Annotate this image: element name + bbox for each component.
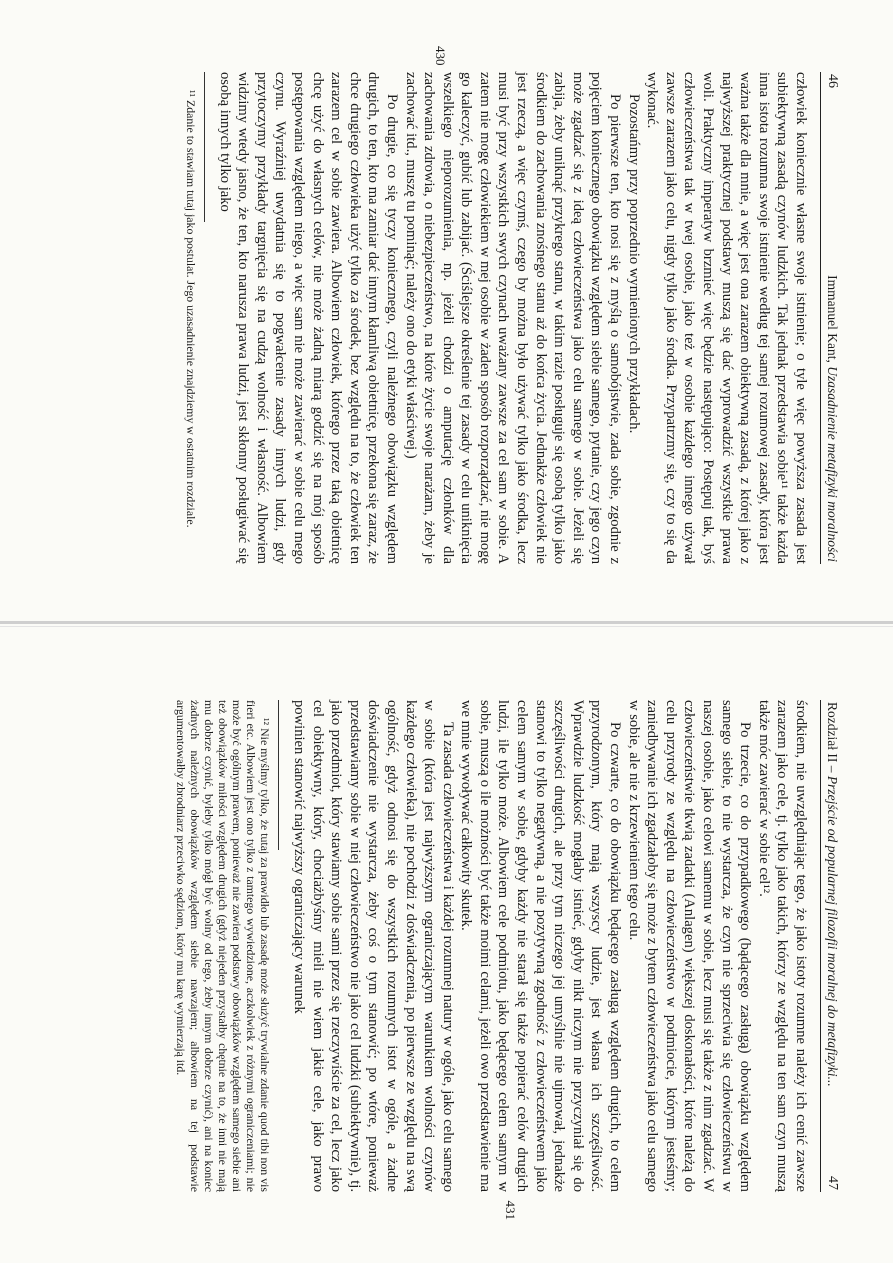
- paragraph: Po drugie, co się tyczy koniecznego, czyli należnego obowiązku względem drugich, to ten, kto ma zamiar dać innym kłamliwą obietnicę, przekona się zaraz, że chce drugiego człowieka użyć tylko za środek, bez względu na to, że człowiek ten zarazem cel w sobie zawiera. Albowiem człowiek, którego przez taką obietnicę chcę użyć do własnych celów, nie może żadną miarą godzić się na mój sposób postępowania względem niego, a więc sam nie może zawierać w sobie celu mego czynu. Wyraźniej uwydatnia się to pogwałcenie zasady innych ludzi, gdy przytoczymy przykłady targnięcia się na cudzą wolność i własność. Albowiem widzimy wtedy jasno, że ten, kto narusza prawa ludzi, jest skłonny posługiwać się osobą innych tylko jako: [216, 72, 400, 564]
- body-text: [215, 72, 810, 564]
- page-number: 47: [825, 1176, 840, 1190]
- page-number: 46: [825, 74, 840, 88]
- footnote-rule: [278, 700, 279, 850]
- running-title-chapter: Rozdział II –: [825, 702, 840, 776]
- paragraph: środkiem, nie uwzględniając tego, że jako istoty rozumne należy ich cenić zawsze zarazem jako cele, tj. tylko jako takich, którzy ze względu na ten sam czyn muszą także móc zawierać w sobie cel¹².: [755, 700, 809, 1192]
- paragraph: Po trzecie, co do przypadkowego (bądącego zasługą) obowiązku względem samego siebie, to nie wystarcza, że czyn nie sprzeciwia się człowieczeństwu w naszej osobie, jako celowi samemu w sobie, lecz musi się także z nim zgadzać. W człowieczeństwie tkwią zadatki (Anlagen) większej doskonałości, które należą do celu przyrody ze względu na człowieczeństwo w podmiocie, którym jesteśmy; zaniedbywanie ich zgadzałoby się może z bytem człowieczeństwa jako celu samego w sobie, ale nie z krzewieniem tego celu.: [625, 700, 754, 1192]
- paragraph: Po pierwsze ten, kto nosi się z myślą o samobójstwie, zada sobie, zgodnie z pojęciem koniecznego obowiązku względem siebie samego, pytanie, czy jego czyn może zgadzać się z ideą człowieczeństwa jako celu samego w sobie. Jeżeli się zabija, żeby uniknąć przykrego stanu, w takim razie posługuje się osobą tylko jako środkiem do zachowania znośnego stanu aż do końca życia. Jednakże człowiek nie jest rzeczą, a więc czymś, czego by można było używać tylko jako środka, lecz musi być przy wszystkich swych czynach uważany zawsze za cel sam w sobie. A zatem nie mogę człowiekiem w mej osobie w żaden sposób rozporządzać, nie mogę go kaleczyć, gubić lub zabijać. (Ściślejsze określenie tej zasady w celu uniknięcia wszelkiego nieporozumienia, np. jeżeli chodzi o amputację członków dla zachowania zdrowia, o niebezpieczeństwo, na które życie swoje narażam, żeby je zachować itd., muszę tu pominąć; należy ono do etyki właściwej.): [402, 72, 624, 564]
- paragraph: Pozostańmy przy poprzednio wymienionych przykładach.: [625, 94, 642, 434]
- page-46: [28, 38, 868, 598]
- running-title-work: Przejście od popularnej filozofii moralnej do metafizyki...: [825, 775, 840, 1087]
- running-title: [824, 702, 840, 1087]
- running-title-author: Immanuel Kant,: [825, 275, 840, 367]
- page-47: [28, 666, 868, 1226]
- page-gutter: [0, 621, 893, 624]
- footnote: [184, 72, 198, 564]
- margin-page-ref: 431: [503, 1200, 518, 1220]
- running-head: [820, 700, 850, 1192]
- footnote-text: ¹¹ Zdanie to stawiam tutaj jako postulat. Jego uzasadnienie znajdziemy w ostatnim rozdziale.: [184, 90, 198, 528]
- footnote-text: ¹² Nie myślmy tylko, że tutaj za prawidło lub zasadę może służyć trywialne zdanie quod tibi non vis fieri etc. Albowiem jest ono tylko z tamtego wywiedzione, aczkolwiek z różnymi ograniczeniami; nie może być ogólnym prawem, ponieważ nie zawiera podstawy obowiązków względem samego siebie ani też obowiązków miłości względem drugich (gdyż niejeden przystałby chętnie na to, że inni nie mają mu dobrze czynić, byleby tylko mógł być wolny od tego, żeby innym dobrze czynić), ani na koniec żadnych należnych obowiązków względem siebie nawzajem; albowiem na tej podstawie argumentowałby zbrodniarz przeciwko sędziom, który mu karę wymierzają itd.: [174, 700, 273, 1192]
- body-text: [289, 700, 810, 1192]
- paragraph: Ta zasada człowieczeństwa i każdej rozumnej natury w ogóle, jako celu samego w sobie (która jest najwyższym ograniczającym warunkiem wolności czynów każdego człowieka), nie pochodzi z doświadczenia, po pierwsze ze względu na swą ogólność, gdyż odnosi się do wszystkich rozumnych istot w ogóle, a żadne doświadczenie nie wystarcza, żeby coś o tym stanowić; po wtóre, ponieważ przedstawiamy sobie w niej człowieczeństwo nie jako cel ludzki (subiektywnie), tj. jako przedmiot, który stawiamy sobie sami przez się rzeczywiście za cel, lecz jako cel obiektywny, który, chociażbyśmy mieli nie wiem jakie cele, jako prawo powinien stanowić najwyższy ograniczający warunek: [290, 700, 456, 1192]
- page-gutter-shadow: [0, 626, 893, 627]
- margin-page-ref: 430: [433, 46, 448, 66]
- paragraph: Po czwarte, co do obowiązku będącego zasługą względem drugich, to celem przyrodzonym, który mają wszyscy ludzie, jest własna ich szczęśliwość. Wprawdzie ludzkość mogłaby istnieć, gdyby nikt niczym nie przyczyniał się do szczęśliwości drugich, ale przy tym niczego jej umyślnie nie ujmował, jednakże stanowi to tylko negatywną, a nie pozytywną zgodność z człowieczeństwem jako celem samym w sobie, gdyby każdy nie starał się także popierać celów drugich ludzi, ile tylko może. Albowiem cele podmiotu, jako będącego celem samym w sobie, muszą o ile możności być także moimi celami, jeżeli owo przedstawienie ma we mnie wywoływać całkowity skutek.: [458, 700, 624, 1192]
- paragraph: człowiek koniecznie własne swoje istnienie; o tyle więc powyższa zasada jest subiektywną zasadą czynów ludzkich. Tak jednak przedstawia sobie¹¹ także każda inna istota rozumna swoje istnienie według tej samej rozumowej zasady, która jest ważna także dla mnie, a więc jest ona zarazem obiektywną zasadą, z której jako z najwyższej praktycznej podstawy muszą się dać wyprowadzić wszystkie prawa woli. Praktyczny imperatyw brzmieć więc będzie następująco: Postępuj tak, byś człowieczeństwa tak w twej osobie, jako też w osobie każdego innego używał zawsze zarazem jako celu, nigdy tylko jako środka. Przypatrzmy się, czy to się da wykonać.: [644, 72, 809, 564]
- footnote: [174, 700, 272, 1192]
- running-title-work: Uzasadnienie metafizyki moralności: [825, 366, 840, 562]
- footnote-rule: [204, 72, 205, 222]
- running-title: [824, 275, 840, 562]
- running-head: [820, 72, 850, 564]
